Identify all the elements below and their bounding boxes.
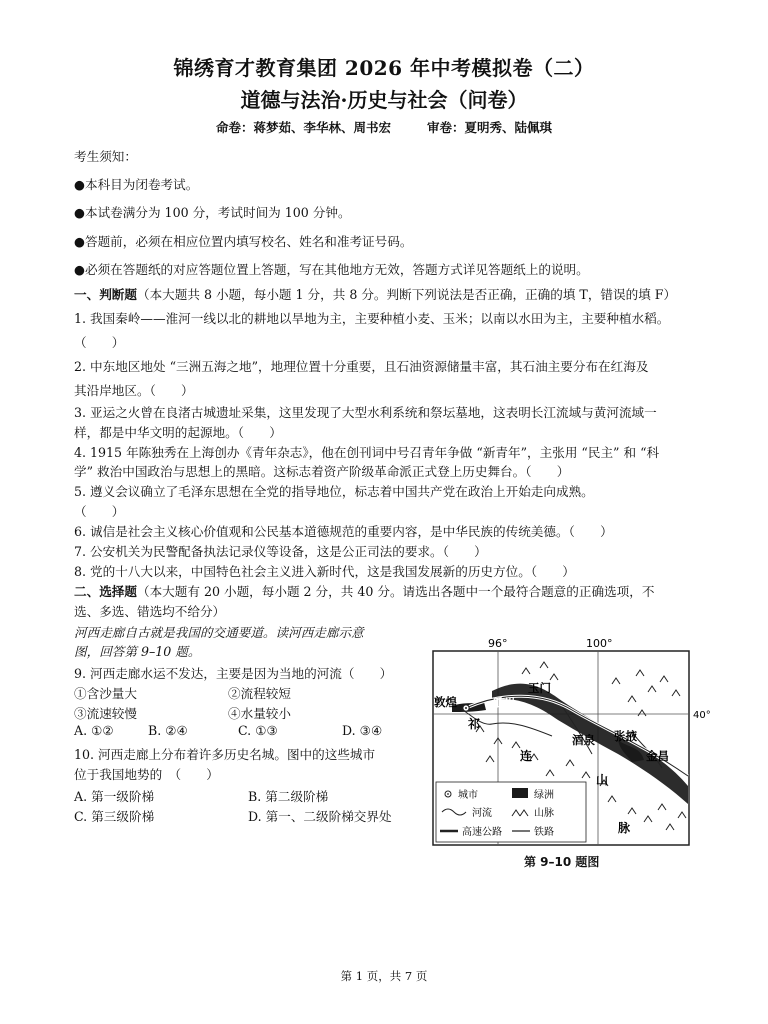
question-line: 其沿岸地区。（ ） (74, 383, 194, 398)
question-line: 3. 亚运之火曾在良渚古城遗址采集，这里发现了大型水利系统和祭坛墓地，这表明长江流域与黄河流域一 (74, 405, 657, 420)
q10-option-a: A. 第一级阶梯 (74, 789, 155, 804)
city-dunhuang: 敦煌 (434, 695, 457, 709)
range-char: 连 (520, 749, 533, 763)
city-dot (465, 707, 467, 709)
authors: 命卷：蒋梦茹、李华林、周书宏 (215, 120, 391, 135)
section1-header (74, 286, 704, 304)
section1-heading: 一、判断题 (74, 287, 137, 302)
legend-oasis-icon (512, 788, 528, 798)
exam-title: 锦绣育才教育集团 2026 年中考模拟卷（二） (173, 56, 595, 80)
map-svg (432, 636, 711, 846)
exam-subject: 道德与法治·历史与社会（问卷） (240, 88, 528, 112)
q10-option-d: D. 第一、二级阶梯交界处 (248, 809, 392, 824)
handwritten-intro: 图，回答第 9–10 题。 (74, 644, 201, 659)
legend-mountain: 山脉 (534, 808, 554, 819)
map-caption: 第 9–10 题图 (524, 855, 600, 869)
q9-option-d: D. ③④ (342, 723, 383, 738)
q9-statement: ②流程较短 (228, 686, 291, 701)
q10-stem: 10. 河西走廊上分布着许多历史名城。图中的这些城市 (74, 747, 376, 762)
q9-statement: ④水量较小 (228, 706, 291, 721)
city-jiuquan: 酒泉 (572, 733, 595, 747)
legend-city: 城市 (458, 790, 478, 801)
city-guazhou: 瓜州 (492, 696, 515, 710)
legend-river: 河流 (472, 808, 492, 819)
q9-stem: 9. 河西走廊水运不发达，主要是因为当地的河流（ ） (74, 666, 393, 681)
q9-option-b: B. ②④ (148, 723, 188, 738)
authors-line (0, 118, 768, 136)
q10-stem: 位于我国地势的 （ ） (74, 767, 219, 782)
q10-option-c: C. 第三级阶梯 (74, 809, 155, 824)
range-char: 山 (596, 773, 609, 787)
question-line: 学” 救治中国政治与思想上的黑暗。这标志着资产阶级革命派正式登上历史舞台。（ ） (74, 464, 570, 479)
lon-label-96: 96° (488, 637, 508, 650)
lat-label-40: 40° (693, 710, 711, 721)
page-footer: 第 1 页，共 7 页 (340, 969, 428, 983)
legend-highway: 高速公路 (462, 827, 502, 838)
section1-desc: （本大题共 8 小题，每小题 1 分，共 8 分。判断下列说法是否正确，正确的填 T，错误的填 F） (136, 287, 677, 302)
hexi-corridor-map (432, 636, 711, 846)
section2-header (74, 583, 704, 601)
question-line: 6. 诚信是社会主义核心价值观和公民基本道德规范的重要内容，是中华民族的传统美德。（ ） (74, 524, 613, 539)
lon-label-100: 100° (586, 637, 613, 650)
legend-oasis: 绿洲 (534, 790, 554, 801)
q9-statement: ①含沙量大 (74, 686, 137, 701)
handwritten-intro: 河西走廊自古就是我国的交通要道。读河西走廊示意 (74, 625, 364, 640)
section2-heading: 二、选择题 (74, 584, 137, 599)
section2-desc-cont: 选、多选、错选均不给分） (74, 604, 226, 619)
question-line: 1. 我国秦岭——淮河一线以北的耕地以旱地为主，主要种植小麦、玉米；以南以水田为主，主要种植水稻。 (74, 311, 670, 326)
question-line: 5. 遵义会议确立了毛泽东思想在全党的指导地位，标志着中国共产党在政治上开始走向成熟。 (74, 484, 594, 499)
question-line: 7. 公安机关为民警配备执法记录仪等设备，这是公正司法的要求。（ ） (74, 544, 487, 559)
question-line: 2. 中东地区地处 “三洲五海之地”，地理位置十分重要，且石油资源储量丰富，其石油主要分布在红海及 (74, 359, 649, 374)
answer-blank: （ ） (74, 335, 125, 350)
notice-item: ●本科目为闭卷考试。 (74, 177, 199, 192)
range-char: 祁 (468, 717, 481, 731)
question-line: 样，都是中华文明的起源地。（ ） (74, 425, 282, 440)
answer-blank: （ ） (74, 504, 125, 519)
reviewers: 审卷：夏明秀、陆佩琪 (427, 120, 553, 135)
city-yumen: 玉门 (528, 681, 551, 695)
legend-railway: 铁路 (534, 827, 554, 838)
q9-option-a: A. ①② (74, 723, 114, 738)
question-line: 4. 1915 年陈独秀在上海创办《青年杂志》，他在创刊词中号召青年争做 “新青年”，主张用 “民主” 和 “科 (74, 445, 660, 460)
city-zhangye: 张掖 (614, 729, 637, 743)
section2-desc: （本大题有 20 小题，每小题 2 分，共 40 分。请选出各题中一个最符合题意的正确选项，不 (136, 584, 655, 599)
notice-item: ●必须在答题纸的对应答题位置上答题，写在其他地方无效，答题方式详见答题纸上的说明。 (74, 262, 589, 277)
legend-city-dot (447, 793, 449, 795)
range-char: 脉 (618, 821, 631, 835)
notice-item: ●答题前，必须在相应位置内填写校名、姓名和准考证号码。 (74, 234, 413, 249)
question-line: 8. 党的十八大以来，中国特色社会主义进入新时代，这是我国发展新的历史方位。（ ） (74, 564, 575, 579)
q9-option-c: C. ①③ (238, 723, 278, 738)
city-jinchang: 金昌 (646, 749, 669, 763)
q9-statement: ③流速较慢 (74, 706, 137, 721)
q10-option-b: B. 第二级阶梯 (248, 789, 329, 804)
notice-heading: 考生须知： (74, 149, 137, 164)
notice-item: ●本试卷满分为 100 分，考试时间为 100 分钟。 (74, 205, 351, 220)
